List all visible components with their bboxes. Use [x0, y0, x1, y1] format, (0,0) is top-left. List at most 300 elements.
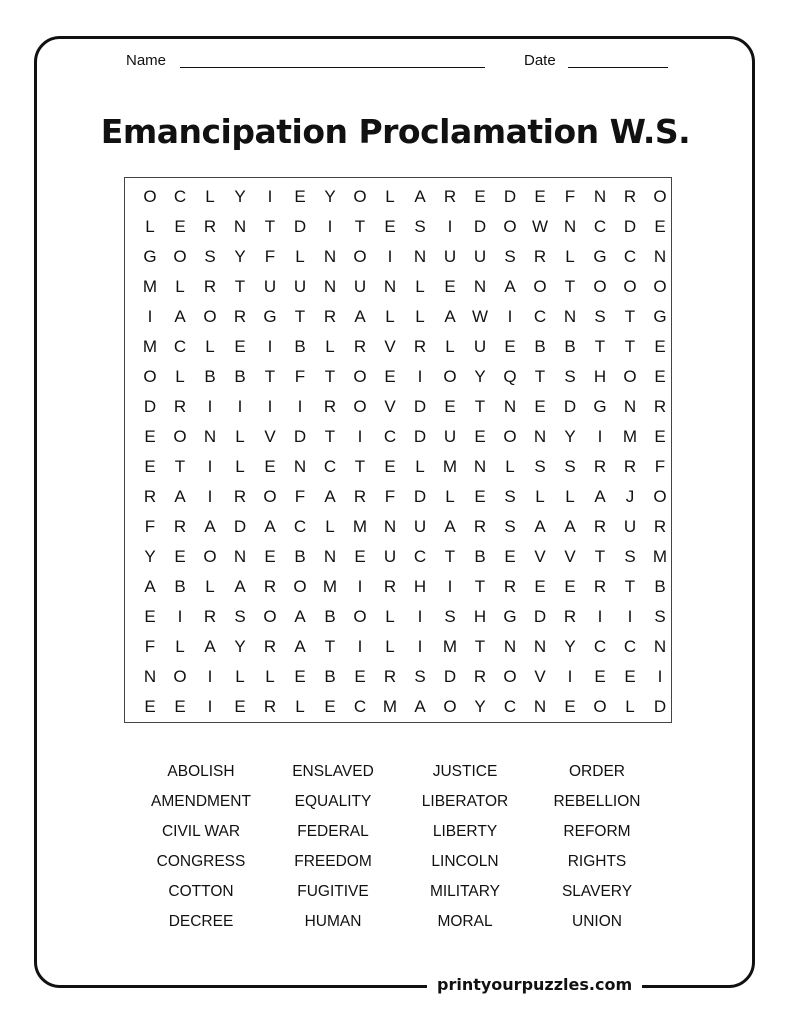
grid-letter[interactable]: L [535, 487, 545, 506]
grid-letter[interactable]: E [234, 337, 246, 356]
grid-letter[interactable]: H [413, 577, 427, 596]
grid-letter[interactable]: L [445, 487, 455, 506]
grid-letter[interactable]: O [203, 547, 217, 566]
grid-letter[interactable]: A [174, 487, 186, 506]
grid-letter[interactable]: O [503, 667, 517, 686]
grid-letter[interactable]: O [263, 487, 277, 506]
grid-letter[interactable]: G [143, 247, 157, 266]
grid-letter[interactable]: G [503, 607, 517, 626]
grid-letter[interactable]: U [293, 277, 307, 296]
grid-letter[interactable]: I [267, 337, 273, 356]
grid-letter[interactable]: I [357, 637, 363, 656]
grid-letter[interactable]: I [177, 607, 183, 626]
grid-letter[interactable]: L [415, 277, 425, 296]
grid-letter[interactable]: S [414, 217, 426, 236]
grid-letter[interactable]: N [473, 457, 487, 476]
grid-letter[interactable]: E [384, 367, 396, 386]
grid-letter[interactable]: N [503, 397, 517, 416]
grid-letter[interactable]: E [474, 187, 486, 206]
grid-letter[interactable]: R [323, 307, 337, 326]
grid-letter[interactable]: S [234, 607, 246, 626]
grid-letter[interactable]: R [203, 217, 217, 236]
grid-letter[interactable]: D [413, 487, 427, 506]
grid-letter[interactable]: S [444, 607, 456, 626]
grid-letter[interactable]: L [385, 637, 395, 656]
grid-letter[interactable]: E [624, 667, 636, 686]
grid-letter[interactable]: L [445, 337, 455, 356]
grid-letter[interactable]: L [175, 277, 185, 296]
grid-letter[interactable]: D [473, 217, 487, 236]
grid-letter[interactable]: E [234, 697, 246, 716]
grid-letter[interactable]: B [324, 667, 336, 686]
grid-letter[interactable]: E [294, 667, 306, 686]
grid-letter[interactable]: O [263, 607, 277, 626]
grid-letter[interactable]: A [504, 277, 516, 296]
grid-letter[interactable]: R [593, 457, 607, 476]
grid-letter[interactable]: B [474, 547, 486, 566]
grid-letter[interactable]: I [597, 427, 603, 446]
grid-letter[interactable]: R [533, 247, 547, 266]
grid-letter[interactable]: R [593, 577, 607, 596]
grid-letter[interactable]: T [294, 307, 306, 326]
grid-letter[interactable]: O [593, 277, 607, 296]
grid-letter[interactable]: N [563, 307, 577, 326]
grid-letter[interactable]: L [175, 367, 185, 386]
grid-letter[interactable]: G [653, 307, 667, 326]
grid-letter[interactable]: B [174, 577, 186, 596]
grid-letter[interactable]: C [173, 187, 187, 206]
grid-letter[interactable]: L [205, 577, 215, 596]
grid-letter[interactable]: R [203, 277, 217, 296]
grid-letter[interactable]: I [267, 397, 273, 416]
grid-letter[interactable]: A [414, 187, 426, 206]
grid-letter[interactable]: R [263, 577, 277, 596]
grid-letter[interactable]: B [534, 337, 546, 356]
grid-letter[interactable]: A [294, 607, 306, 626]
grid-letter[interactable]: U [443, 247, 457, 266]
grid-letter[interactable]: C [533, 307, 547, 326]
grid-letter[interactable]: V [384, 337, 396, 356]
grid-letter[interactable]: D [293, 217, 307, 236]
grid-letter[interactable]: R [353, 337, 367, 356]
grid-letter[interactable]: G [263, 307, 277, 326]
grid-letter[interactable]: C [593, 637, 607, 656]
grid-letter[interactable]: O [653, 187, 667, 206]
grid-letter[interactable]: L [385, 187, 395, 206]
grid-letter[interactable]: B [654, 577, 666, 596]
grid-letter[interactable]: L [415, 307, 425, 326]
grid-letter[interactable]: R [443, 187, 457, 206]
grid-letter[interactable]: O [173, 427, 187, 446]
grid-letter[interactable]: T [354, 457, 366, 476]
grid-letter[interactable]: I [627, 607, 633, 626]
grid-letter[interactable]: U [263, 277, 277, 296]
grid-letter[interactable]: O [203, 307, 217, 326]
grid-letter[interactable]: Y [564, 427, 576, 446]
grid-letter[interactable]: E [144, 697, 156, 716]
grid-letter[interactable]: I [297, 397, 303, 416]
grid-letter[interactable]: N [533, 427, 547, 446]
grid-letter[interactable]: N [293, 457, 307, 476]
grid-letter[interactable]: Y [144, 547, 156, 566]
grid-letter[interactable]: T [264, 217, 276, 236]
grid-letter[interactable]: E [384, 457, 396, 476]
grid-letter[interactable]: A [564, 517, 576, 536]
grid-letter[interactable]: Y [234, 187, 246, 206]
grid-letter[interactable]: M [442, 637, 458, 656]
grid-letter[interactable]: E [444, 397, 456, 416]
grid-letter[interactable]: N [233, 217, 247, 236]
grid-letter[interactable]: I [387, 247, 393, 266]
grid-letter[interactable]: O [143, 367, 157, 386]
grid-letter[interactable]: E [144, 427, 156, 446]
grid-letter[interactable]: A [324, 487, 336, 506]
grid-letter[interactable]: M [382, 697, 398, 716]
grid-letter[interactable]: A [204, 637, 216, 656]
grid-letter[interactable]: D [413, 427, 427, 446]
grid-letter[interactable]: M [142, 277, 158, 296]
grid-letter[interactable]: U [623, 517, 637, 536]
grid-letter[interactable]: D [653, 697, 667, 716]
grid-letter[interactable]: I [417, 607, 423, 626]
grid-letter[interactable]: D [233, 517, 247, 536]
grid-letter[interactable]: I [207, 457, 213, 476]
grid-letter[interactable]: O [353, 187, 367, 206]
grid-letter[interactable]: T [264, 367, 276, 386]
grid-letter[interactable]: M [142, 337, 158, 356]
grid-letter[interactable]: F [384, 487, 396, 506]
grid-letter[interactable]: D [143, 397, 157, 416]
grid-letter[interactable]: L [295, 697, 305, 716]
grid-letter[interactable]: O [533, 277, 547, 296]
grid-letter[interactable]: L [205, 337, 215, 356]
grid-letter[interactable]: L [325, 517, 335, 536]
grid-letter[interactable]: L [235, 457, 245, 476]
grid-letter[interactable]: L [625, 697, 635, 716]
grid-letter[interactable]: Y [324, 187, 336, 206]
grid-letter[interactable]: A [144, 577, 156, 596]
grid-letter[interactable]: N [383, 277, 397, 296]
grid-letter[interactable]: O [143, 187, 157, 206]
grid-letter[interactable]: N [413, 247, 427, 266]
grid-letter[interactable]: E [654, 217, 666, 236]
grid-letter[interactable]: R [413, 337, 427, 356]
grid-letter[interactable]: N [323, 547, 337, 566]
grid-letter[interactable]: V [534, 547, 546, 566]
grid-letter[interactable]: O [503, 217, 517, 236]
grid-letter[interactable]: N [503, 637, 517, 656]
grid-letter[interactable]: B [324, 607, 336, 626]
grid-letter[interactable]: S [504, 247, 516, 266]
grid-letter[interactable]: E [144, 607, 156, 626]
grid-letter[interactable]: R [173, 517, 187, 536]
grid-letter[interactable]: E [654, 427, 666, 446]
grid-letter[interactable]: L [565, 487, 575, 506]
grid-letter[interactable]: U [383, 547, 397, 566]
grid-letter[interactable]: N [623, 397, 637, 416]
grid-letter[interactable]: N [233, 547, 247, 566]
grid-letter[interactable]: F [564, 187, 576, 206]
grid-letter[interactable]: R [623, 187, 637, 206]
grid-letter[interactable]: I [207, 397, 213, 416]
grid-letter[interactable]: C [593, 217, 607, 236]
grid-letter[interactable]: T [624, 337, 636, 356]
grid-letter[interactable]: L [565, 247, 575, 266]
grid-letter[interactable]: C [173, 337, 187, 356]
grid-letter[interactable]: T [474, 577, 486, 596]
grid-letter[interactable]: C [353, 697, 367, 716]
grid-letter[interactable]: R [383, 667, 397, 686]
grid-letter[interactable]: N [473, 277, 487, 296]
grid-letter[interactable]: L [235, 667, 245, 686]
grid-letter[interactable]: A [534, 517, 546, 536]
grid-letter[interactable]: A [234, 577, 246, 596]
grid-letter[interactable]: V [264, 427, 276, 446]
grid-letter[interactable]: C [413, 547, 427, 566]
grid-letter[interactable]: N [653, 247, 667, 266]
grid-letter[interactable]: I [507, 307, 513, 326]
grid-letter[interactable]: V [384, 397, 396, 416]
grid-letter[interactable]: I [417, 637, 423, 656]
grid-letter[interactable]: S [654, 607, 666, 626]
grid-letter[interactable]: A [594, 487, 606, 506]
grid-letter[interactable]: O [353, 607, 367, 626]
grid-letter[interactable]: T [624, 307, 636, 326]
grid-letter[interactable]: W [531, 217, 549, 236]
grid-letter[interactable]: T [594, 337, 606, 356]
grid-letter[interactable]: E [534, 577, 546, 596]
grid-letter[interactable]: O [503, 427, 517, 446]
grid-letter[interactable]: L [415, 457, 425, 476]
grid-letter[interactable]: T [174, 457, 186, 476]
grid-letter[interactable]: B [234, 367, 246, 386]
grid-letter[interactable]: I [417, 367, 423, 386]
grid-letter[interactable]: D [413, 397, 427, 416]
grid-letter[interactable]: R [263, 697, 277, 716]
grid-letter[interactable]: E [564, 577, 576, 596]
grid-letter[interactable]: Y [474, 367, 486, 386]
grid-letter[interactable]: L [235, 427, 245, 446]
grid-letter[interactable]: U [443, 427, 457, 446]
grid-letter[interactable]: C [293, 517, 307, 536]
grid-letter[interactable]: S [534, 457, 546, 476]
grid-letter[interactable]: M [652, 547, 668, 566]
grid-letter[interactable]: R [503, 577, 517, 596]
grid-letter[interactable]: D [623, 217, 637, 236]
grid-letter[interactable]: I [447, 217, 453, 236]
grid-letter[interactable]: T [324, 427, 336, 446]
grid-letter[interactable]: A [444, 517, 456, 536]
grid-letter[interactable]: Y [234, 637, 246, 656]
grid-letter[interactable]: S [204, 247, 216, 266]
grid-letter[interactable]: D [563, 397, 577, 416]
grid-letter[interactable]: D [293, 427, 307, 446]
grid-letter[interactable]: O [623, 367, 637, 386]
grid-letter[interactable]: B [294, 337, 306, 356]
grid-letter[interactable]: L [385, 307, 395, 326]
grid-letter[interactable]: J [625, 487, 635, 506]
grid-letter[interactable]: G [593, 397, 607, 416]
grid-letter[interactable]: R [353, 487, 367, 506]
grid-letter[interactable]: E [324, 697, 336, 716]
grid-letter[interactable]: T [354, 217, 366, 236]
grid-letter[interactable]: R [233, 487, 247, 506]
grid-letter[interactable]: N [323, 247, 337, 266]
grid-letter[interactable]: B [204, 367, 216, 386]
grid-letter[interactable]: A [264, 517, 276, 536]
grid-letter[interactable]: F [654, 457, 666, 476]
grid-letter[interactable]: U [413, 517, 427, 536]
grid-letter[interactable]: T [594, 547, 606, 566]
grid-letter[interactable]: E [504, 547, 516, 566]
grid-letter[interactable]: O [623, 277, 637, 296]
grid-letter[interactable]: O [293, 577, 307, 596]
grid-letter[interactable]: S [564, 367, 576, 386]
grid-letter[interactable]: N [653, 637, 667, 656]
grid-letter[interactable]: E [534, 187, 546, 206]
grid-letter[interactable]: E [474, 427, 486, 446]
grid-letter[interactable]: T [234, 277, 246, 296]
grid-letter[interactable]: I [207, 697, 213, 716]
grid-letter[interactable]: D [533, 607, 547, 626]
grid-letter[interactable]: L [385, 607, 395, 626]
grid-letter[interactable]: U [353, 277, 367, 296]
grid-letter[interactable]: N [203, 427, 217, 446]
grid-letter[interactable]: A [414, 697, 426, 716]
grid-letter[interactable]: A [174, 307, 186, 326]
grid-letter[interactable]: N [383, 517, 397, 536]
grid-letter[interactable]: E [294, 187, 306, 206]
grid-letter[interactable]: C [323, 457, 337, 476]
grid-letter[interactable]: L [505, 457, 515, 476]
grid-letter[interactable]: R [263, 637, 277, 656]
grid-letter[interactable]: A [294, 637, 306, 656]
grid-letter[interactable]: R [323, 397, 337, 416]
grid-letter[interactable]: U [473, 337, 487, 356]
grid-letter[interactable]: U [473, 247, 487, 266]
grid-letter[interactable]: S [624, 547, 636, 566]
grid-letter[interactable]: I [327, 217, 333, 236]
grid-letter[interactable]: L [265, 667, 275, 686]
grid-letter[interactable]: L [295, 247, 305, 266]
grid-letter[interactable]: B [294, 547, 306, 566]
grid-letter[interactable]: I [357, 577, 363, 596]
grid-letter[interactable]: O [653, 277, 667, 296]
grid-letter[interactable]: T [474, 397, 486, 416]
grid-letter[interactable]: E [504, 337, 516, 356]
grid-letter[interactable]: R [233, 307, 247, 326]
grid-letter[interactable]: I [657, 667, 663, 686]
grid-letter[interactable]: T [474, 637, 486, 656]
grid-letter[interactable]: R [143, 487, 157, 506]
grid-letter[interactable]: T [324, 367, 336, 386]
grid-letter[interactable]: N [593, 187, 607, 206]
grid-letter[interactable]: B [564, 337, 576, 356]
grid-letter[interactable]: A [204, 517, 216, 536]
grid-letter[interactable]: V [564, 547, 576, 566]
grid-letter[interactable]: E [144, 457, 156, 476]
grid-letter[interactable]: G [593, 247, 607, 266]
grid-letter[interactable]: I [567, 667, 573, 686]
grid-letter[interactable]: E [174, 217, 186, 236]
grid-letter[interactable]: I [207, 667, 213, 686]
grid-letter[interactable]: V [534, 667, 546, 686]
grid-letter[interactable]: W [471, 307, 489, 326]
grid-letter[interactable]: Y [474, 697, 486, 716]
grid-letter[interactable]: R [473, 517, 487, 536]
grid-letter[interactable]: F [144, 517, 156, 536]
grid-letter[interactable]: A [354, 307, 366, 326]
grid-letter[interactable]: M [442, 457, 458, 476]
grid-letter[interactable]: C [503, 697, 517, 716]
grid-letter[interactable]: O [653, 487, 667, 506]
grid-letter[interactable]: O [173, 247, 187, 266]
grid-letter[interactable]: E [174, 697, 186, 716]
grid-letter[interactable]: Y [234, 247, 246, 266]
grid-letter[interactable]: R [653, 517, 667, 536]
grid-letter[interactable]: I [357, 427, 363, 446]
grid-letter[interactable]: R [383, 577, 397, 596]
grid-letter[interactable]: M [622, 427, 638, 446]
grid-letter[interactable]: M [352, 517, 368, 536]
grid-letter[interactable]: L [145, 217, 155, 236]
grid-letter[interactable]: S [564, 457, 576, 476]
grid-letter[interactable]: F [294, 487, 306, 506]
grid-letter[interactable]: E [174, 547, 186, 566]
grid-letter[interactable]: E [384, 217, 396, 236]
grid-letter[interactable]: L [205, 187, 215, 206]
grid-letter[interactable]: S [414, 667, 426, 686]
grid-letter[interactable]: N [533, 637, 547, 656]
grid-letter[interactable]: S [594, 307, 606, 326]
grid-letter[interactable]: E [354, 547, 366, 566]
grid-letter[interactable]: O [353, 397, 367, 416]
grid-letter[interactable]: I [207, 487, 213, 506]
grid-letter[interactable]: I [147, 307, 153, 326]
grid-letter[interactable]: R [593, 517, 607, 536]
grid-letter[interactable]: R [473, 667, 487, 686]
grid-letter[interactable]: L [175, 637, 185, 656]
grid-letter[interactable]: O [443, 367, 457, 386]
grid-letter[interactable]: R [653, 397, 667, 416]
grid-letter[interactable]: Y [564, 637, 576, 656]
grid-letter[interactable]: E [654, 337, 666, 356]
grid-letter[interactable]: E [264, 457, 276, 476]
grid-letter[interactable]: Q [503, 367, 517, 386]
grid-letter[interactable]: E [264, 547, 276, 566]
grid-letter[interactable]: L [325, 337, 335, 356]
grid-letter[interactable]: E [564, 697, 576, 716]
grid-letter[interactable]: C [623, 247, 637, 266]
grid-letter[interactable]: C [383, 427, 397, 446]
grid-letter[interactable]: I [597, 607, 603, 626]
grid-letter[interactable]: E [654, 367, 666, 386]
grid-letter[interactable]: S [504, 487, 516, 506]
grid-letter[interactable]: F [294, 367, 306, 386]
grid-letter[interactable]: R [563, 607, 577, 626]
grid-letter[interactable]: T [324, 637, 336, 656]
grid-letter[interactable]: T [624, 577, 636, 596]
grid-letter[interactable]: N [143, 667, 157, 686]
grid-letter[interactable]: T [534, 367, 546, 386]
grid-letter[interactable]: T [564, 277, 576, 296]
grid-letter[interactable]: O [443, 697, 457, 716]
grid-letter[interactable]: H [473, 607, 487, 626]
grid-letter[interactable]: F [264, 247, 276, 266]
grid-letter[interactable]: H [593, 367, 607, 386]
grid-letter[interactable]: I [267, 187, 273, 206]
grid-letter[interactable]: R [173, 397, 187, 416]
